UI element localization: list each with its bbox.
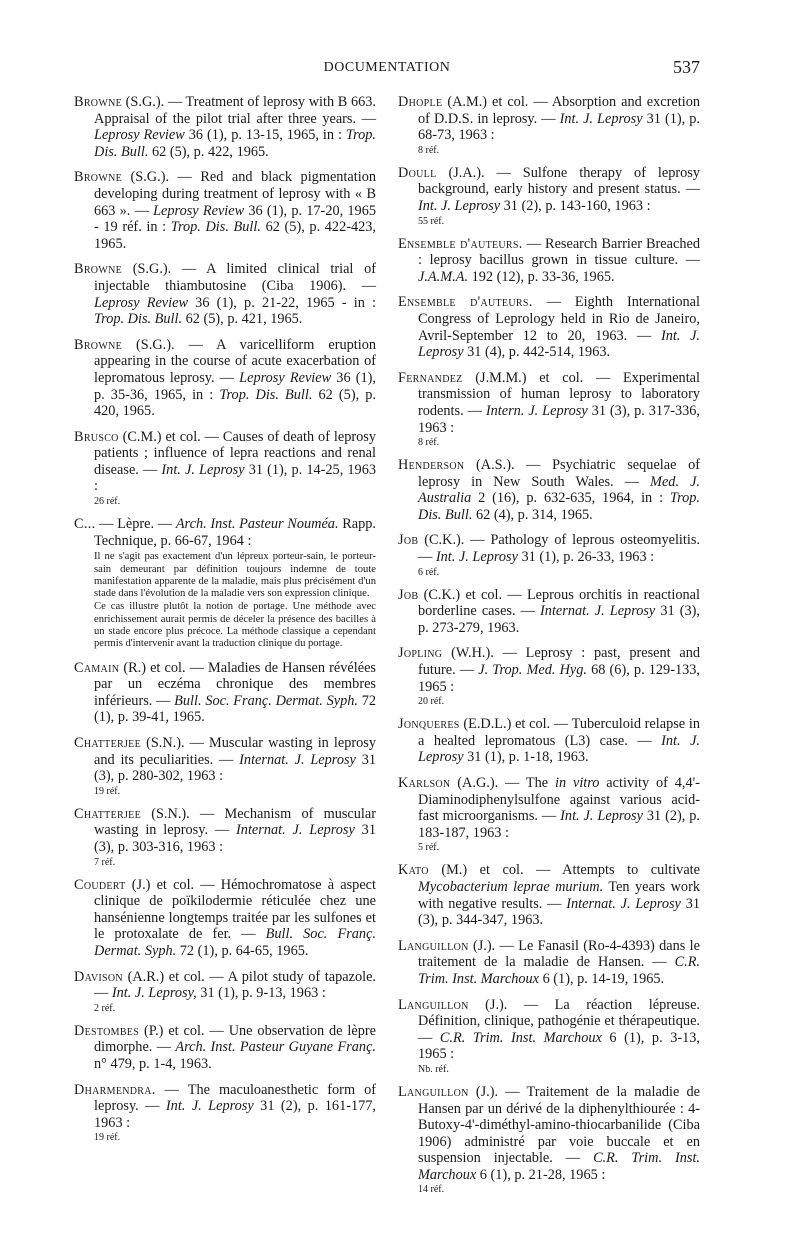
reference-text: (C.K.) et col. — Leprous orchitis in reactional borderline cases. — xyxy=(418,586,700,620)
reference-text: (A.R.) et col. — A pilot study of tapazole. — xyxy=(94,968,376,1002)
reference-text: 2 (16), p. 632-635, 1964, in : xyxy=(471,490,670,507)
reference-count: Nb. réf. xyxy=(418,1063,449,1075)
reference-entry xyxy=(74,969,376,1014)
reference-text: 62 (5), p. 421, 1965. xyxy=(182,311,303,328)
reference-text: 31 (1), p. 1-18, 1963. xyxy=(463,749,589,766)
reference-text: 6 (1), p. 14-19, 1965. xyxy=(539,970,665,987)
reference-italic: Int. J. Leprosy xyxy=(435,549,518,566)
reference-italic: J.A.M.A. xyxy=(418,268,469,285)
reference-italic: C.R. Trim. Inst. Marchoux xyxy=(418,1150,701,1183)
right-column xyxy=(398,94,700,1204)
reference-author: Jopling xyxy=(398,645,443,662)
reference-text: (M.) et col. — Attempts to cultivate xyxy=(428,862,700,879)
reference-text: 6 (1), p. 21-28, 1965 : xyxy=(476,1166,606,1183)
reference-entry xyxy=(74,877,376,960)
reference-text: 31 (4), p. 442-514, 1963. xyxy=(463,344,611,361)
reference-entry xyxy=(398,938,700,988)
reference-author: Languillon xyxy=(398,937,469,954)
reference-entry xyxy=(74,735,376,797)
left-column xyxy=(74,94,376,1152)
reference-text: 31 (1), p. 14-25, 1963 : xyxy=(94,461,376,495)
reference-entry xyxy=(74,337,376,420)
reference-italic: Internat. J. Leprosy xyxy=(239,751,356,768)
reference-count: 55 réf. xyxy=(418,215,445,227)
reference-author: Job xyxy=(398,586,419,603)
reference-text: 31 (1), p. 9-13, 1963 : xyxy=(196,985,326,1002)
reference-italic: Int. J. Leprosy xyxy=(418,732,700,766)
reference-text: 62 (5), p. 422-423, 1965. xyxy=(94,219,376,252)
reference-italic: Arch. Inst. Pasteur Guyane Franç. xyxy=(175,1039,376,1056)
reference-text: — Lèpre. — xyxy=(95,516,176,533)
reference-count: 26 réf. xyxy=(94,496,121,508)
reference-text: (J.). — La réaction lépreuse. Définition, clinique, pathogénie et thérapeutique. — xyxy=(418,996,700,1046)
reference-author: Doull xyxy=(398,164,437,181)
reference-italic: C.R. Trim. Inst. Marchoux xyxy=(418,954,700,987)
page-number: 537 xyxy=(673,57,700,77)
reference-entry xyxy=(74,169,376,252)
reference-author: Coudert xyxy=(74,876,126,893)
reference-entry xyxy=(74,261,376,327)
reference-count: 20 réf. xyxy=(418,696,445,708)
reference-count: 8 réf. xyxy=(418,437,440,449)
reference-author: Browne xyxy=(74,261,122,278)
reference-text: (C.M.) et col. — Causes of death of leprosy patients ; influence of lepra reactions and renal disease. — xyxy=(94,428,376,478)
page-header xyxy=(74,57,700,82)
reference-italic: Leprosy Review xyxy=(94,127,185,144)
reference-text: 6 (1), p. 3-13, 1965 : xyxy=(418,1029,701,1063)
reference-entry xyxy=(398,587,700,637)
reference-text: Ten years work with negative results. — xyxy=(418,878,700,912)
reference-italic: Leprosy Review xyxy=(239,369,332,386)
reference-italic: Int. J. Leprosy xyxy=(560,808,643,825)
reference-text: 36 (1), p. 13-15, 1965, in : xyxy=(184,127,346,144)
reference-text: — Eighth International Congress of Leprology held in Rio de Janeiro, Avril-September 12 to 20, 1963. — xyxy=(418,294,700,344)
reference-text: (S.G.). — Red and black pigmentation developing during treatment of leprosy with « B 663 ». — xyxy=(94,169,376,219)
reference-italic: in vitro xyxy=(555,775,600,791)
reference-italic: Leprosy Review xyxy=(94,294,188,311)
reference-entry xyxy=(398,370,700,448)
reference-entry xyxy=(398,775,700,853)
reference-author: C... xyxy=(74,516,96,533)
reference-entry xyxy=(398,457,700,523)
reference-entry xyxy=(74,94,376,160)
reference-entry xyxy=(74,806,376,868)
reference-italic: Int. J. Leprosy xyxy=(418,327,701,361)
reference-entry xyxy=(398,645,700,707)
reference-text: 62 (5), p. 422, 1965. xyxy=(148,143,269,160)
reference-author: Camain xyxy=(74,659,120,676)
reference-text: 31 (2), p. 183-187, 1963 : xyxy=(418,808,701,841)
reference-entry xyxy=(398,294,700,360)
reference-text: 31 (3), p. 317-336, 1963 : xyxy=(418,402,701,436)
reference-note: Il ne s'agit pas exactement d'un lépreux porteur-sain, le porteur-sain demeurant par définition toujours indemne de toute manifestation apparente de la maladie, mais plus précisément d'un stade dans l'évolution de la maladie vers son expression clinique. xyxy=(94,551,376,600)
reference-italic: C.R. Trim. Inst. Marchoux xyxy=(439,1029,602,1046)
reference-entry xyxy=(398,94,700,156)
reference-text: 68 (6), p. 129-133, 1965 : xyxy=(418,662,700,695)
reference-author: Dhople xyxy=(398,94,443,110)
reference-text: (P.) et col. — Une observation de lèpre dimorphe. — xyxy=(94,1022,376,1056)
reference-entry xyxy=(398,1084,700,1196)
reference-text: Rapp. Technique, p. 66-67, 1964 : xyxy=(94,516,376,549)
reference-count: 19 réf. xyxy=(94,785,121,797)
reference-italic: Int. J. Leprosy xyxy=(161,461,245,478)
reference-entry xyxy=(74,1023,376,1073)
reference-author: Ensemble d'auteurs. xyxy=(398,294,533,311)
reference-entry xyxy=(74,660,376,726)
reference-text: 31 (3), p. 273-279, 1963. xyxy=(418,603,700,636)
reference-text: — The maculoanesthetic form of leprosy. — xyxy=(94,1081,376,1115)
reference-text: 62 (4), p. 314, 1965. xyxy=(472,506,593,523)
reference-text: 31 (1), p. 68-73, 1963 : xyxy=(418,110,700,144)
running-title: DOCUMENTATION xyxy=(323,60,451,75)
reference-text: 36 (1), p. 35-36, 1965, in : xyxy=(94,369,376,403)
reference-author: Davison xyxy=(74,968,123,985)
reference-text: 31 (3), p. 344-347, 1963. xyxy=(418,895,700,929)
reference-text: (W.H.). — Leprosy : past, present and future. — xyxy=(418,645,700,679)
reference-text: 36 (1), p. 21-22, 1965 - in : xyxy=(188,294,377,311)
reference-author: Kato xyxy=(398,862,429,879)
reference-entry xyxy=(398,862,700,928)
reference-text: activity of 4,4'-Diaminodiphenylsulfone against various acid-fast microorganisms. — xyxy=(418,775,700,825)
reference-count: 6 réf. xyxy=(418,566,440,578)
reference-entry xyxy=(398,716,700,766)
reference-count: 2 réf. xyxy=(94,1002,116,1014)
reference-entry xyxy=(398,165,700,227)
reference-note: Ce cas illustre plutôt la notion de portage. Une méthode avec enrichissement aurait permis de déceler la présence des bacilles à un stade encore plus précoce. La méthode classique a cependant permis d'intervenir avant la traduction clinique du portage. xyxy=(94,601,376,650)
reference-text: n° 479, p. 1-4, 1963. xyxy=(94,1055,212,1072)
reference-text: (R.) et col. — Maladies de Hansen révélées par un eczéma chronique des membres inférieurs. — xyxy=(94,659,376,709)
reference-entry xyxy=(398,997,700,1075)
reference-count: 14 réf. xyxy=(418,1184,445,1196)
reference-italic: Trop. Dis. Bull. xyxy=(94,127,376,160)
reference-author: Chatterjee xyxy=(74,735,141,751)
reference-entry xyxy=(74,1082,376,1144)
reference-text: 31 (3), p. 303-316, 1963 : xyxy=(94,822,376,855)
reference-count: 7 réf. xyxy=(94,856,116,868)
reference-text: 31 (2), p. 161-177, 1963 : xyxy=(94,1098,376,1131)
reference-text: (S.G.). — A varicelliform eruption appearing in the course of acute exacerbation of lepromatous leprosy. — xyxy=(94,336,376,386)
reference-author: Jonqueres xyxy=(398,716,460,733)
reference-count: 19 réf. xyxy=(94,1132,121,1144)
reference-author: Languillon xyxy=(398,996,469,1013)
reference-text: (S.G.). — A limited clinical trial of injectable thiambutosine (Ciba 1906). — xyxy=(94,261,376,294)
reference-italic: Int. J. Leprosy xyxy=(418,197,501,214)
reference-text: (S.N.). — Muscular wasting in leprosy and its peculiarities. — xyxy=(94,735,376,768)
reference-text: (C.K.). — Pathology of leprous osteomyelitis. — xyxy=(418,532,700,566)
reference-author: Job xyxy=(398,532,419,549)
reference-italic: J. Trop. Med. Hyg. xyxy=(478,662,587,679)
reference-text: (S.G.). — Treatment of leprosy with B 663. Appraisal of the pilot trial after three years. — xyxy=(94,94,376,127)
reference-italic: Int. J. Leprosy xyxy=(559,110,643,127)
reference-text: (A.G.). — The xyxy=(450,775,555,791)
reference-text: (A.M.) et col. — Absorption and excretion of D.D.S. in leprosy. — xyxy=(418,94,700,127)
reference-entry xyxy=(398,236,700,286)
reference-italic: Trop. Dis. Bull. xyxy=(219,386,313,403)
reference-text: 62 (5), p. 420, 1965. xyxy=(94,386,376,420)
reference-count: 8 réf. xyxy=(418,144,440,156)
reference-italic: Leprosy Review xyxy=(153,202,245,219)
reference-text: (J.). — Le Fanasil (Ro-4-4393) dans le traitement de la maladie de Hansen. — xyxy=(418,937,700,971)
reference-entry xyxy=(74,516,376,651)
reference-author: Dharmendra. xyxy=(74,1081,156,1098)
reference-text: (J.) et col. — Hémochromatose à aspect clinique de poïkilodermie réticulée chez une hansénienne longtemps traitée par les sulfones et le protoxalate de fer. — xyxy=(94,876,376,943)
reference-author: Languillon xyxy=(398,1083,469,1100)
reference-italic: Trop. Dis. Bull. xyxy=(94,311,183,328)
reference-text: (J.M.M.) et col. — Experimental transmission of human leprosy to laboratory rodents. — xyxy=(418,369,700,419)
reference-author: Chatterjee xyxy=(74,805,141,822)
reference-text: (J.A.). — Sulfone therapy of leprosy background, early history and present status. — xyxy=(418,164,700,198)
reference-text: 31 (2), p. 143-160, 1963 : xyxy=(500,197,651,214)
reference-italic: Trop. Dis. Bull. xyxy=(418,490,700,523)
reference-italic: Int. J. Leprosy, xyxy=(111,985,197,1002)
reference-text: 72 (1), p. 39-41, 1965. xyxy=(94,692,377,726)
reference-italic: Trop. Dis. Bull. xyxy=(170,219,261,236)
reference-text: 72 (1), p. 64-65, 1965. xyxy=(176,942,309,959)
reference-italic: Intern. J. Leprosy xyxy=(485,402,588,419)
reference-text: (E.D.L.) et col. — Tuberculoid relapse in a healted lepromatous (L3) case. — xyxy=(418,716,700,749)
reference-text: (S.N.). — Mechanism of muscular wasting in leprosy. — xyxy=(94,805,376,839)
reference-text: 36 (1), p. 17-20, 1965 - 19 réf. in : xyxy=(94,202,376,236)
reference-author: Browne xyxy=(74,336,122,353)
reference-author: Fernandez xyxy=(398,369,463,386)
reference-text: 31 (1), p. 26-33, 1963 : xyxy=(517,549,655,566)
reference-italic: Internat. J. Leprosy xyxy=(566,895,681,912)
reference-italic: Int. J. Leprosy xyxy=(165,1098,254,1115)
reference-italic: Bull. Soc. Franç. Dermat. Syph. xyxy=(94,926,376,959)
reference-text: (A.S.). — Psychiatric sequelae of leprosy in New South Wales. — xyxy=(418,457,700,490)
reference-author: Karlson xyxy=(398,775,451,791)
reference-count: 5 réf. xyxy=(418,842,440,854)
reference-entry xyxy=(398,532,700,577)
reference-italic: Internat. J. Leprosy xyxy=(540,603,656,620)
reference-text: 31 (3), p. 280-302, 1963 : xyxy=(94,751,377,785)
reference-italic: Mycobacterium leprae murium. xyxy=(418,878,604,895)
reference-italic: Bull. Soc. Franç. Dermat. Syph. xyxy=(174,692,358,709)
reference-author: Henderson xyxy=(398,457,465,474)
reference-author: Destombes xyxy=(74,1022,140,1039)
reference-text: (J.). — Traitement de la maladie de Hansen par un dérivé de la diphenylthiourée : 4-Butoxy-4'-diméthyl-amino-thiocarbanilide (Ciba 1906) administré par voie buccale et en suspension injectable. — xyxy=(418,1083,700,1167)
reference-text: 192 (12), p. 33-36, 1965. xyxy=(468,268,615,285)
reference-italic: Med. J. Australia xyxy=(418,473,700,507)
reference-entry xyxy=(74,429,376,507)
reference-author: Browne xyxy=(74,94,122,110)
reference-text: — Research Barrier Breached : leprosy bacillus grown in tissue culture. — xyxy=(418,235,700,269)
reference-author: Ensemble d'auteurs. xyxy=(398,235,523,252)
reference-author: Browne xyxy=(74,169,122,186)
reference-italic: Arch. Inst. Pasteur Nouméa. xyxy=(175,516,339,533)
reference-author: Brusco xyxy=(74,428,119,445)
reference-italic: Internat. J. Leprosy xyxy=(236,822,355,839)
